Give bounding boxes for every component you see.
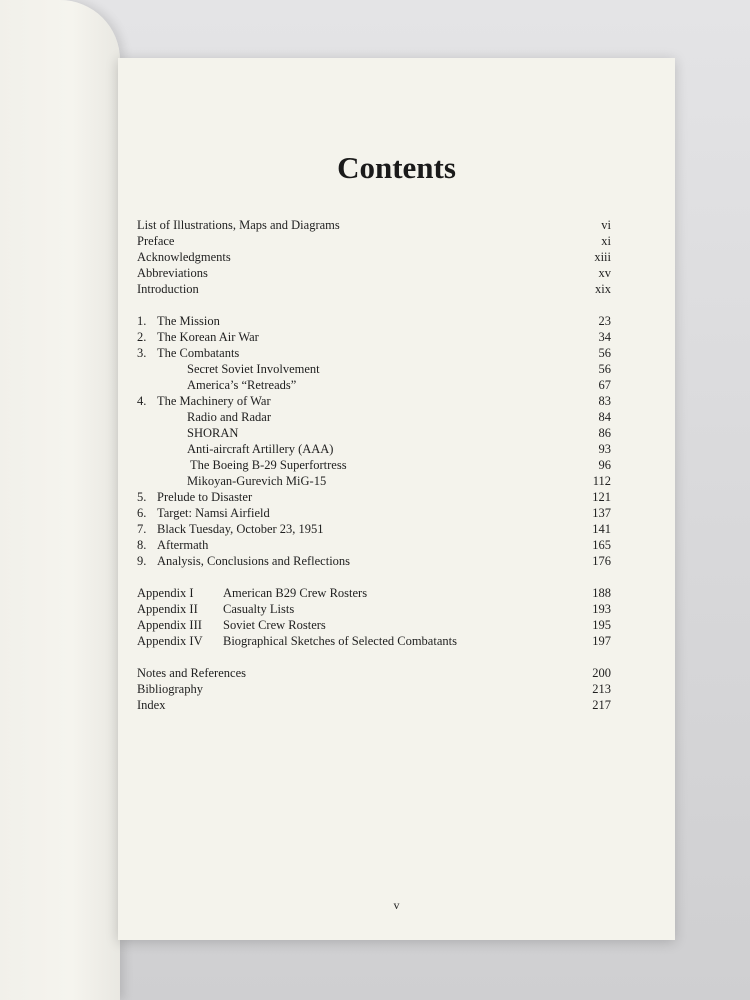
chapter-number: 5.	[137, 490, 147, 504]
chapter-entry	[137, 394, 611, 410]
section-entry	[137, 442, 611, 458]
appendix-entry	[137, 586, 611, 602]
page-number: v	[393, 898, 400, 912]
chapter-label: The Machinery of War	[157, 394, 271, 408]
chapter-label: Analysis, Conclusions and Reflections	[157, 554, 351, 568]
toc-entry-page: xi	[601, 234, 611, 248]
section-page: 84	[598, 410, 611, 424]
left-page-edge	[0, 0, 120, 1000]
section-label: SHORAN	[187, 426, 239, 440]
toc-entry-page: 200	[592, 666, 611, 680]
section-page: 93	[598, 442, 611, 456]
toc-entry-label: Index	[137, 698, 166, 712]
chapter-page: 176	[592, 554, 611, 568]
chapter-label: Prelude to Disaster	[157, 490, 253, 504]
chapter-page: 23	[598, 314, 611, 328]
toc-entry	[137, 250, 611, 266]
section-page: 112	[592, 474, 611, 488]
appendix-id: Appendix IV	[137, 634, 203, 648]
chapter-number: 1.	[137, 314, 147, 328]
toc-entry	[137, 234, 611, 250]
chapter-entry	[137, 554, 611, 570]
toc-entry-label: Introduction	[137, 282, 199, 296]
toc-entry-page: xv	[598, 266, 611, 280]
section-label: Radio and Radar	[187, 410, 272, 424]
section-page: 67	[598, 378, 611, 392]
toc-entry-page: xiii	[594, 250, 611, 264]
appendix-label: Biographical Sketches of Selected Combatants	[223, 634, 457, 648]
toc-entry-label: Notes and References	[137, 666, 246, 680]
section-label: America’s “Retreads”	[187, 378, 297, 392]
section-entry	[137, 426, 611, 442]
section-label: Mikoyan-Gurevich MiG-15	[187, 474, 327, 488]
page-title: Contents	[337, 150, 456, 185]
chapter-label: Target: Namsi Airfield	[157, 506, 270, 520]
chapter-number: 2.	[137, 330, 147, 344]
section-page: 56	[598, 362, 611, 376]
appendix-label: Soviet Crew Rosters	[223, 618, 326, 632]
toc-entry-page: vi	[601, 218, 611, 232]
chapter-number: 6.	[137, 506, 147, 520]
chapter-page: 83	[598, 394, 611, 408]
section-entry	[137, 378, 611, 394]
appendix-entry	[137, 634, 611, 650]
chapter-label: Black Tuesday, October 23, 1951	[157, 522, 324, 536]
toc-entry-page: xix	[595, 282, 611, 296]
appendix-id: Appendix III	[137, 618, 202, 632]
appendix-page: 193	[592, 602, 611, 616]
appendix-page: 197	[592, 634, 611, 648]
section-entry	[137, 362, 611, 378]
chapter-entry	[137, 538, 611, 554]
chapter-number: 4.	[137, 394, 147, 408]
appendix-page: 195	[592, 618, 611, 632]
chapter-number: 3.	[137, 346, 147, 360]
appendix-page: 188	[592, 586, 611, 600]
chapter-label: Aftermath	[157, 538, 209, 552]
book-page	[118, 58, 675, 940]
section-label: The Boeing B-29 Superfortress	[190, 458, 347, 472]
toc-entry-label: List of Illustrations, Maps and Diagrams	[137, 218, 340, 232]
toc-entry-label: Bibliography	[137, 682, 203, 696]
chapter-entry	[137, 490, 611, 506]
section-entry	[137, 410, 611, 426]
toc-entry-label: Abbreviations	[137, 266, 208, 280]
toc-entry	[137, 282, 611, 298]
chapter-page: 165	[592, 538, 611, 552]
chapter-entry	[137, 346, 611, 362]
appendix-entry	[137, 602, 611, 618]
chapter-page: 141	[592, 522, 611, 536]
chapter-page: 34	[598, 330, 611, 344]
chapter-entry	[137, 314, 611, 330]
chapter-number: 7.	[137, 522, 147, 536]
section-page: 96	[598, 458, 611, 472]
toc-entry-page: 213	[592, 682, 611, 696]
toc-entry-label: Preface	[137, 234, 175, 248]
appendix-id: Appendix II	[137, 602, 198, 616]
chapter-page: 121	[592, 490, 611, 504]
toc-entry	[137, 266, 611, 282]
toc-entry	[137, 698, 611, 714]
section-label: Secret Soviet Involvement	[187, 362, 320, 376]
section-page: 86	[598, 426, 611, 440]
chapter-entry	[137, 506, 611, 522]
toc-entry-label: Acknowledgments	[137, 250, 231, 264]
chapter-number: 8.	[137, 538, 147, 552]
toc-entry	[137, 666, 611, 682]
toc-entry	[137, 218, 611, 234]
chapter-entry	[137, 330, 611, 346]
section-label: Anti-aircraft Artillery (AAA)	[187, 442, 334, 456]
appendix-label: American B29 Crew Rosters	[223, 586, 368, 600]
appendix-entry	[137, 618, 611, 634]
chapter-label: The Korean Air War	[157, 330, 259, 344]
section-entry	[137, 458, 611, 474]
chapter-label: The Combatants	[157, 346, 240, 360]
appendix-id: Appendix I	[137, 586, 194, 600]
chapter-entry	[137, 522, 611, 538]
section-entry	[137, 474, 611, 490]
toc-entry	[137, 682, 611, 698]
appendix-label: Casualty Lists	[223, 602, 295, 616]
toc-entry-page: 217	[592, 698, 611, 712]
chapter-label: The Mission	[157, 314, 220, 328]
chapter-page: 137	[592, 506, 611, 520]
chapter-page: 56	[598, 346, 611, 360]
chapter-number: 9.	[137, 554, 147, 568]
